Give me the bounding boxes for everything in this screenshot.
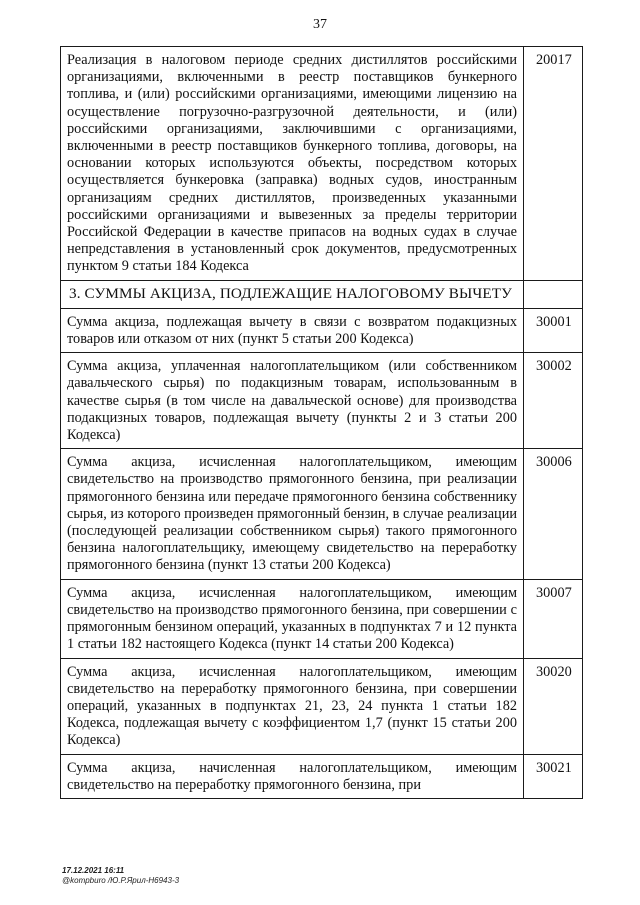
row-description: Сумма акциза, исчисленная налогоплательщиком, имеющим свидетельство на переработку прямогонного бензина, при совершении операций, указанных в подпунктах 21, 23, 24 пункта 1 статьи 182 Кодекса, подлежащая вычету с коэффициентом 1,7 (пункт 15 статьи 200 Кодекса) — [61, 658, 524, 754]
row-description: Сумма акциза, уплаченная налогоплательщиком (или собственником давальческого сырья) по подакцизным товарам, использованным в качестве сырья (в том числе на давальческой основе) для производства подакцизных товаров, подлежащая вычету (пункты 2 и 3 статьи 200 Кодекса) — [61, 353, 524, 449]
footer-source: @kompburo /Ю.Р.Ярил-Н6943-3 — [62, 875, 180, 885]
row-description: Сумма акциза, исчисленная налогоплательщиком, имеющим свидетельство на производство прямогонного бензина, при реализации прямогонного бензина или передаче прямогонного бензина собственнику сырья, из которого произведен прямогонный бензин, в случае реализации (последующей реализации собственником сырья) такого прямогонного бензина налогоплательщику, имеющему свидетельство на переработку прямогонного бензина (пункт 13 статьи 200 Кодекса) — [61, 449, 524, 579]
table-row — [61, 308, 583, 352]
page-number: 37 — [313, 17, 327, 32]
row-code: 30007 — [524, 579, 583, 658]
row-description: Сумма акциза, исчисленная налогоплательщиком, имеющим свидетельство на производство прямогонного бензина, при совершении с прямогонным бензином операций, указанных в подпунктах 7 и 12 пункта 1 статьи 182 настоящего Кодекса (пункт 14 статьи 200 Кодекса) — [61, 579, 524, 658]
row-description: Сумма акциза, подлежащая вычету в связи с возвратом подакцизных товаров или отказом от них (пункт 5 статьи 200 Кодекса) — [61, 308, 524, 352]
row-code: 30006 — [524, 449, 583, 579]
row-code: 30021 — [524, 754, 583, 798]
table-row — [61, 754, 583, 798]
row-description: Сумма акциза, начисленная налогоплательщиком, имеющим свидетельство на переработку прямогонного бензина, при — [61, 754, 524, 798]
row-code: 30020 — [524, 658, 583, 754]
row-description: Реализация в налоговом периоде средних дистиллятов российскими организациями, включенными в реестр поставщиков бункерного топлива, и (или) российскими организациями, имеющими лицензию на осуществление погрузочно-разгрузочной деятельности, и (или) российскими организациями, заключившими с организациями, включенными в реестр поставщиков бункерного топлива, договоры, на основании которых используются объекты, посредством которых осуществляется бункеровка (заправка) водных судов, иностранным организациям средних дистиллятов, произведенных указанными российскими организациями и вывезенных за пределы территории Российской Федерации в качестве припасов на водных судах в случае непредставления в установленный срок документов, предусмотренных пунктом 9 статьи 184 Кодекса — [61, 47, 524, 281]
table-row — [61, 579, 583, 658]
table-row — [61, 353, 583, 449]
tax-code-table — [60, 46, 583, 799]
footer-timestamp: 17.12.2021 16:11 — [62, 866, 125, 875]
table-row — [61, 449, 583, 579]
row-code: 30001 — [524, 308, 583, 352]
row-code: 30002 — [524, 353, 583, 449]
section-code-empty — [524, 280, 583, 308]
row-code: 20017 — [524, 47, 583, 281]
section-title: 3. СУММЫ АКЦИЗА, ПОДЛЕЖАЩИЕ НАЛОГОВОМУ ВЫЧЕТУ — [61, 280, 524, 308]
table-row — [61, 47, 583, 281]
section-header-row — [61, 280, 583, 308]
document-footer — [62, 866, 179, 885]
table-row — [61, 658, 583, 754]
